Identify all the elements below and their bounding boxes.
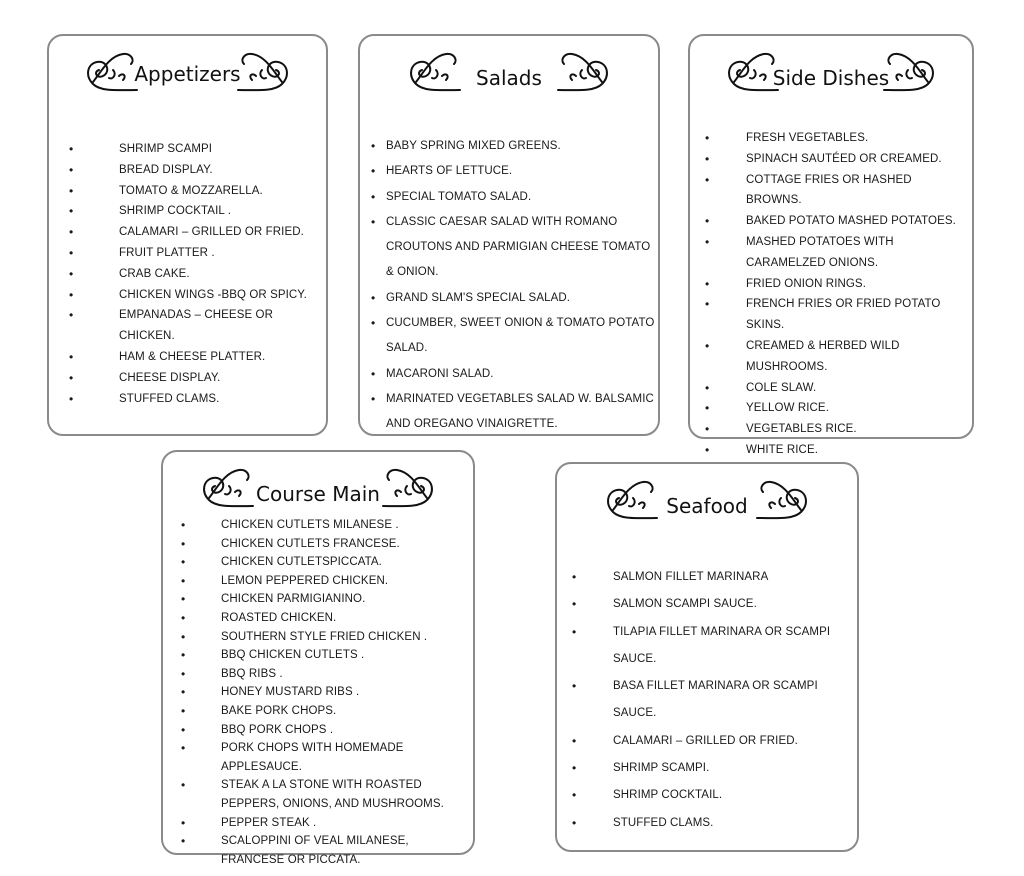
menu-item-text: CALAMARI – GRILLED OR FRIED.	[119, 226, 304, 239]
menu-item	[61, 285, 321, 306]
bullet-icon: •	[705, 442, 710, 457]
side-dishes-list	[700, 128, 970, 461]
menu-item-text: SHRIMP COCKTAIL .	[119, 205, 232, 218]
bullet-icon: •	[69, 308, 74, 323]
bullet-icon: •	[69, 142, 74, 156]
menu-item-text: STEAK A LA STONE WITH ROASTED PEPPERS, ONIONS, AND MUSHROOMS.	[221, 779, 444, 810]
menu-item-text: LEMON PEPPERED CHICKEN.	[221, 574, 389, 587]
menu-item	[700, 419, 970, 440]
menu-item	[368, 362, 658, 387]
menu-item	[700, 398, 970, 419]
menu-item-text: GRAND SLAM'S SPECIAL SALAD.	[386, 291, 571, 304]
menu-item-text: SOUTHERN STYLE FRIED CHICKEN .	[221, 630, 428, 643]
bullet-icon: •	[572, 570, 577, 584]
menu-item-text: SCALOPPINI OF VEAL MILANESE, FRANCESE OR PICCATA.	[221, 835, 409, 866]
menu-item-text: CHICKEN WINGS -BBQ OR SPICY.	[119, 288, 307, 301]
menu-item-text: MACARONI SALAD.	[386, 367, 494, 380]
bullet-icon: •	[705, 422, 710, 437]
menu-item	[700, 440, 970, 461]
seafood-title: Seafood	[666, 494, 748, 518]
menu-item	[368, 185, 658, 210]
menu-item-text: EMPANADAS – CHEESE OR CHICKEN.	[119, 309, 273, 343]
menu-item	[61, 368, 321, 389]
appetizers-list	[61, 139, 321, 409]
menu-item-text: CALAMARI – GRILLED OR FRIED.	[613, 734, 798, 747]
menu-item	[175, 776, 470, 813]
menu-item	[700, 128, 970, 149]
menu-item-text: MASHED POTATOES WITH CARAMELZED ONIONS.	[746, 235, 894, 269]
bullet-icon: •	[69, 245, 74, 260]
bullet-icon: •	[705, 234, 710, 249]
menu-item-text: STUFFED CLAMS.	[119, 392, 220, 405]
menu-item-text: FRENCH FRIES OR FRIED POTATO SKINS.	[746, 298, 941, 332]
menu-item	[368, 387, 658, 438]
menu-item	[175, 721, 470, 740]
menu-item-text: VEGETABLES RICE.	[746, 423, 857, 436]
menu-item	[175, 832, 470, 869]
bullet-icon: •	[181, 592, 186, 607]
menu-item-text: COLE SLAW.	[746, 381, 817, 394]
bullet-icon: •	[705, 276, 710, 291]
side-dishes-header	[720, 46, 942, 100]
menu-item	[175, 516, 470, 535]
menu-item	[700, 232, 970, 274]
menu-item-text: BABY SPRING MIXED GREENS.	[386, 140, 561, 152]
bullet-icon: •	[69, 183, 74, 198]
menu-item-text: HAM & CHEESE PLATTER.	[119, 350, 266, 363]
menu-item	[61, 222, 321, 243]
menu-item-text: CHICKEN PARMIGIANINO.	[221, 593, 366, 606]
menu-item-text: BASA FILLET MARINARA OR SCAMPI SAUCE.	[613, 680, 818, 720]
menu-item	[61, 347, 321, 368]
appetizers-card	[47, 34, 328, 436]
flourish-right-icon	[381, 462, 441, 514]
menu-item-text: SPINACH SAUTÉED OR CREAMED.	[746, 152, 942, 165]
bullet-icon: •	[705, 380, 710, 395]
course-main-card	[161, 450, 475, 866]
bullet-icon: •	[371, 214, 376, 229]
bullet-icon: •	[371, 366, 376, 381]
menu-item-text: BBQ PORK CHOPS .	[221, 723, 334, 736]
menu-item-text: SHRIMP SCAMPI.	[613, 762, 710, 775]
salads-title: Salads	[476, 66, 542, 90]
menu-item-text: SPECIAL TOMATO SALAD.	[386, 190, 532, 203]
menu-item-text: BAKE PORK CHOPS.	[221, 704, 337, 717]
menu-item-text: SALMON SCAMPI SAUCE.	[613, 598, 757, 611]
bullet-icon: •	[705, 131, 710, 145]
menu-item	[61, 181, 321, 202]
menu-item	[175, 739, 470, 776]
menu-item	[567, 619, 857, 674]
menu-item	[175, 628, 470, 647]
bullet-icon: •	[181, 518, 186, 532]
menu-item	[368, 210, 658, 286]
menu-item	[61, 305, 321, 347]
menu-item	[61, 243, 321, 264]
menu-item	[567, 782, 857, 809]
menu-item	[175, 814, 470, 833]
flourish-right-icon	[755, 474, 815, 526]
menu-item	[61, 201, 321, 222]
menu-item	[175, 553, 470, 572]
bullet-icon: •	[181, 573, 186, 588]
bullet-icon: •	[572, 624, 577, 639]
menu-item	[567, 755, 857, 782]
bullet-icon: •	[69, 266, 74, 281]
menu-item	[368, 311, 658, 362]
course-main-list	[175, 516, 470, 869]
bullet-icon: •	[705, 172, 710, 187]
bullet-icon: •	[705, 401, 710, 416]
bullet-icon: •	[181, 815, 186, 830]
menu-item-text: CREAMED & HERBED WILD MUSHROOMS.	[746, 339, 900, 373]
menu-item-text: CUCUMBER, SWEET ONION & TOMATO POTATO SALAD.	[386, 317, 655, 355]
menu-item-text: SHRIMP COCKTAIL.	[613, 789, 723, 802]
bullet-icon: •	[181, 648, 186, 663]
menu-item	[700, 336, 970, 378]
bullet-icon: •	[69, 349, 74, 364]
bullet-icon: •	[371, 391, 376, 406]
menu-item	[700, 294, 970, 336]
bullet-icon: •	[181, 555, 186, 570]
menu-item-text: YELLOW RICE.	[746, 402, 829, 415]
menu-item-text: HONEY MUSTARD RIBS .	[221, 686, 360, 699]
menu-item	[700, 211, 970, 232]
menu-item	[700, 149, 970, 170]
menu-item	[368, 286, 658, 311]
bullet-icon: •	[705, 297, 710, 312]
salads-card	[358, 34, 660, 436]
flourish-right-icon	[882, 46, 942, 98]
bullet-icon: •	[181, 536, 186, 551]
menu-item-text: WHITE RICE.	[746, 443, 819, 456]
bullet-icon: •	[371, 316, 376, 331]
menu-item-text: FRESH VEGETABLES.	[746, 132, 869, 144]
menu-item-text: PEPPER STEAK .	[221, 816, 317, 829]
appetizers-title: Appetizers	[134, 62, 241, 86]
bullet-icon: •	[69, 225, 74, 240]
menu-item	[175, 646, 470, 665]
bullet-icon: •	[371, 139, 376, 153]
menu-item	[61, 160, 321, 181]
bullet-icon: •	[371, 164, 376, 179]
bullet-icon: •	[572, 597, 577, 612]
bullet-icon: •	[705, 214, 710, 229]
menu-item-text: CRAB CAKE.	[119, 267, 190, 280]
bullet-icon: •	[69, 162, 74, 177]
menu-item-text: ROASTED CHICKEN.	[221, 611, 337, 624]
seafood-card	[555, 462, 859, 852]
menu-item-text: FRIED ONION RINGS.	[746, 277, 867, 290]
bullet-icon: •	[371, 290, 376, 305]
bullet-icon: •	[572, 761, 577, 776]
menu-item	[567, 564, 857, 591]
salads-header	[402, 46, 616, 100]
menu-item-text: STUFFED CLAMS.	[613, 816, 714, 829]
menu-item	[175, 590, 470, 609]
bullet-icon: •	[181, 834, 186, 849]
bullet-icon: •	[181, 703, 186, 718]
menu-item-text: HEARTS OF LETTUCE.	[386, 165, 513, 178]
bullet-icon: •	[69, 287, 74, 302]
menu-item	[567, 728, 857, 755]
bullet-icon: •	[181, 778, 186, 793]
menu-item	[61, 264, 321, 285]
menu-item-text: BBQ CHICKEN CUTLETS .	[221, 649, 365, 662]
menu-item-text: CHICKEN CUTLETS FRANCESE.	[221, 537, 400, 550]
menu-item	[700, 378, 970, 399]
flourish-right-icon	[556, 46, 616, 98]
menu-item-text: SALMON FILLET MARINARA	[613, 571, 769, 583]
side-dishes-card	[688, 34, 974, 457]
menu-item	[567, 810, 857, 837]
menu-item	[175, 702, 470, 721]
menu-item	[368, 134, 658, 159]
bullet-icon: •	[705, 338, 710, 353]
seafood-list	[567, 564, 857, 837]
menu-item	[700, 170, 970, 212]
menu-item-text: BBQ RIBS .	[221, 667, 283, 680]
menu-item-text: TILAPIA FILLET MARINARA OR SCAMPI SAUCE.	[613, 625, 831, 665]
bullet-icon: •	[572, 679, 577, 694]
bullet-icon: •	[69, 204, 74, 219]
bullet-icon: •	[572, 788, 577, 803]
course-main-title: Course Main	[256, 482, 380, 506]
course-main-header	[195, 462, 441, 516]
menu-item	[175, 535, 470, 554]
menu-item-text: FRUIT PLATTER .	[119, 246, 215, 259]
menu-item-text: BREAD DISPLAY.	[119, 163, 213, 176]
menu-item	[700, 274, 970, 295]
salads-list	[368, 134, 658, 438]
menu-item	[175, 609, 470, 628]
menu-item-text: CHICKEN CUTLETSPICCATA.	[221, 556, 382, 569]
menu-item	[61, 139, 321, 160]
bullet-icon: •	[181, 685, 186, 700]
bullet-icon: •	[69, 391, 74, 406]
menu-item	[175, 665, 470, 684]
appetizers-header	[79, 46, 296, 100]
menu-item-text: SHRIMP SCAMPI	[119, 143, 213, 155]
menu-item-text: BAKED POTATO MASHED POTATOES.	[746, 215, 956, 228]
bullet-icon: •	[181, 722, 186, 737]
bullet-icon: •	[572, 815, 577, 830]
flourish-right-icon	[236, 46, 296, 98]
bullet-icon: •	[69, 370, 74, 385]
menu-item	[175, 683, 470, 702]
bullet-icon: •	[371, 189, 376, 204]
seafood-header	[599, 474, 815, 528]
bullet-icon: •	[181, 629, 186, 644]
menu-item	[567, 673, 857, 728]
menu-item-text: MARINATED VEGETABLES SALAD W. BALSAMIC AND OREGANO VINAIGRETTE.	[386, 392, 654, 431]
menu-item-text: CHICKEN CUTLETS MILANESE .	[221, 519, 399, 531]
menu-item	[61, 389, 321, 410]
bullet-icon: •	[181, 741, 186, 756]
menu-item-text: CLASSIC CAESAR SALAD WITH ROMANO CROUTONS AND PARMIGIAN CHEESE TOMATO & ONION.	[386, 215, 651, 279]
menu-item	[175, 572, 470, 591]
menu-item-text: PORK CHOPS WITH HOMEMADE APPLESAUCE.	[221, 742, 404, 773]
menu-item	[368, 159, 658, 184]
side-dishes-title: Side Dishes	[772, 66, 890, 90]
bullet-icon: •	[705, 151, 710, 166]
bullet-icon: •	[572, 733, 577, 748]
bullet-icon: •	[181, 610, 186, 625]
menu-item-text: CHEESE DISPLAY.	[119, 371, 221, 384]
menu-item	[567, 591, 857, 618]
bullet-icon: •	[181, 666, 186, 681]
menu-item-text: TOMATO & MOZZARELLA.	[119, 184, 263, 197]
menu-item-text: COTTAGE FRIES OR HASHED BROWNS.	[746, 173, 912, 207]
